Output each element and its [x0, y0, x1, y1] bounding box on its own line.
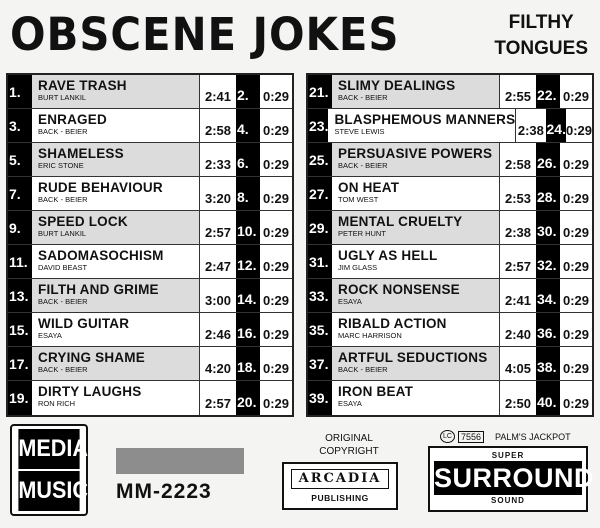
short-track-number: 12. — [236, 245, 260, 278]
track-row — [8, 279, 292, 313]
track-title: BLASPHEMOUS MANNERS — [334, 112, 516, 127]
short-track-number: 38. — [536, 347, 560, 380]
track-author: BACK - BEIER — [338, 93, 388, 102]
track-row — [308, 347, 592, 381]
track-duration: 2:58 — [204, 123, 232, 138]
logo-line-2: MUSIC — [18, 471, 79, 511]
track-author: BACK - BEIER — [38, 297, 88, 306]
track-author: BACK - BEIER — [338, 365, 388, 374]
track-number: 7. — [8, 177, 32, 210]
track-row — [308, 279, 592, 313]
track-number: 27. — [308, 177, 332, 210]
short-track-duration: 0:29 — [562, 327, 590, 342]
short-track-duration: 0:29 — [262, 259, 290, 274]
short-track-duration: 0:29 — [262, 89, 290, 104]
track-duration: 2:41 — [204, 89, 232, 104]
track-duration: 2:57 — [204, 396, 232, 411]
track-author: BURT LANKIL — [38, 229, 87, 238]
catalog-number: MM-2223 — [116, 480, 212, 503]
track-number: 23. — [308, 109, 328, 142]
short-track-duration: 0:29 — [562, 89, 590, 104]
short-track-number: 26. — [536, 143, 560, 176]
short-track-number: 4. — [236, 109, 260, 142]
track-info — [332, 313, 500, 346]
track-title: RUDE BEHAVIOUR — [38, 180, 163, 195]
track-info — [32, 75, 200, 108]
track-author: RON RICH — [38, 399, 76, 408]
track-info — [32, 279, 200, 312]
short-track-duration: 0:29 — [565, 123, 592, 138]
track-author: BACK - BEIER — [38, 365, 88, 374]
super-surround-logo — [428, 446, 595, 512]
publisher-logo — [282, 462, 398, 510]
track-row — [8, 75, 292, 109]
track-title: SHAMELESS — [38, 146, 124, 161]
track-number: 11. — [8, 245, 32, 278]
track-duration: 2:53 — [504, 191, 532, 206]
copyright-line-2: COPYRIGHT — [319, 446, 379, 457]
track-title: DIRTY LAUGHS — [38, 384, 142, 399]
track-number: 21. — [308, 75, 332, 108]
track-duration: 2:57 — [504, 259, 532, 274]
track-info — [332, 381, 500, 415]
track-author: ESAYA — [338, 297, 362, 306]
track-info — [32, 245, 200, 278]
track-duration: 3:00 — [204, 293, 232, 308]
track-number: 31. — [308, 245, 332, 278]
short-track-duration: 0:29 — [262, 327, 290, 342]
short-track-number: 8. — [236, 177, 260, 210]
copyright-line-1: ORIGINAL — [325, 433, 373, 444]
track-row — [308, 75, 592, 109]
track-duration: 2:55 — [504, 89, 532, 104]
track-info — [332, 245, 500, 278]
short-track-number: 18. — [236, 347, 260, 380]
track-info — [332, 211, 500, 244]
track-title: PERSUASIVE POWERS — [338, 146, 493, 161]
track-row — [8, 211, 292, 245]
track-number: 1. — [8, 75, 32, 108]
short-track-number: 20. — [236, 381, 260, 415]
short-track-duration: 0:29 — [562, 225, 590, 240]
collection-name: PALM'S JACKPOT — [495, 431, 571, 442]
track-number: 39. — [308, 381, 332, 415]
track-info — [32, 109, 200, 142]
logo-line-1: MEDIA — [18, 429, 79, 469]
track-row — [8, 313, 292, 347]
track-info — [32, 211, 200, 244]
track-title: RIBALD ACTION — [338, 316, 447, 331]
track-number: 17. — [8, 347, 32, 380]
publisher-name: ARCADIA — [291, 469, 389, 489]
track-duration: 2:58 — [504, 157, 532, 172]
track-title: SLIMY DEALINGS — [338, 78, 456, 93]
short-track-duration: 0:29 — [262, 293, 290, 308]
sound-bottom-text: SOUND — [491, 496, 525, 505]
track-info — [332, 347, 500, 380]
track-author: ERIC STONE — [38, 161, 84, 170]
track-number: 9. — [8, 211, 32, 244]
short-track-duration: 0:29 — [562, 361, 590, 376]
track-title: SPEED LOCK — [38, 214, 128, 229]
track-author: STEVE LEWIS — [334, 127, 385, 136]
track-list-right — [306, 73, 594, 417]
track-duration: 2:38 — [504, 225, 532, 240]
lc-circle-icon: LC — [440, 430, 455, 443]
short-track-number: 32. — [536, 245, 560, 278]
track-info — [328, 109, 516, 142]
track-title: ROCK NONSENSE — [338, 282, 460, 297]
publisher-sub: PUBLISHING — [311, 493, 369, 503]
track-number: 25. — [308, 143, 332, 176]
sound-main-text: SURROUND — [434, 463, 595, 493]
label-code — [440, 430, 571, 443]
track-number: 33. — [308, 279, 332, 312]
track-author: JIM GLASS — [338, 263, 378, 272]
track-info — [332, 75, 500, 108]
short-track-number: 40. — [536, 381, 560, 415]
album-title: OBSCENE JOKES — [10, 8, 400, 61]
track-row — [308, 177, 592, 211]
track-duration: 2:47 — [204, 259, 232, 274]
track-title: WILD GUITAR — [38, 316, 130, 331]
track-title: IRON BEAT — [338, 384, 414, 399]
track-info — [32, 143, 200, 176]
track-author: BACK - BEIER — [38, 195, 88, 204]
short-track-number: 22. — [536, 75, 560, 108]
track-duration: 2:41 — [504, 293, 532, 308]
short-track-duration: 0:29 — [262, 123, 290, 138]
track-duration: 2:46 — [204, 327, 232, 342]
short-track-duration: 0:29 — [562, 396, 590, 411]
artist-name — [494, 10, 588, 62]
lc-number: 7556 — [458, 431, 484, 443]
track-author: DAVID BEAST — [38, 263, 88, 272]
short-track-duration: 0:29 — [262, 361, 290, 376]
track-duration: 2:33 — [204, 157, 232, 172]
track-number: 5. — [8, 143, 32, 176]
track-duration: 3:20 — [204, 191, 232, 206]
track-row — [8, 109, 292, 143]
track-author: ESAYA — [338, 399, 362, 408]
track-duration: 2:38 — [517, 123, 544, 138]
short-track-number: 36. — [536, 313, 560, 346]
track-title: ENRAGED — [38, 112, 107, 127]
short-track-number: 2. — [236, 75, 260, 108]
short-track-number: 28. — [536, 177, 560, 210]
short-track-duration: 0:29 — [262, 225, 290, 240]
track-author: BURT LANKIL — [38, 93, 87, 102]
track-number: 37. — [308, 347, 332, 380]
track-title: SADOMASOCHISM — [38, 248, 164, 263]
short-track-duration: 0:29 — [562, 157, 590, 172]
track-author: MARC HARRISON — [338, 331, 402, 340]
track-info — [32, 381, 200, 415]
track-list-left — [6, 73, 294, 417]
track-title: UGLY AS HELL — [338, 248, 438, 263]
track-row — [8, 177, 292, 211]
short-track-number: 10. — [236, 211, 260, 244]
track-info — [32, 177, 200, 210]
track-row — [308, 143, 592, 177]
track-row — [8, 347, 292, 381]
track-title: RAVE TRASH — [38, 78, 127, 93]
short-track-number: 30. — [536, 211, 560, 244]
short-track-duration: 0:29 — [262, 396, 290, 411]
artist-line-2: TONGUES — [494, 38, 588, 59]
track-number: 13. — [8, 279, 32, 312]
short-track-duration: 0:29 — [562, 259, 590, 274]
track-title: CRYING SHAME — [38, 350, 145, 365]
short-track-number: 16. — [236, 313, 260, 346]
track-title: MENTAL CRUELTY — [338, 214, 463, 229]
short-track-duration: 0:29 — [262, 191, 290, 206]
track-row — [308, 109, 592, 143]
short-track-number: 34. — [536, 279, 560, 312]
short-track-number: 24. — [546, 109, 566, 142]
track-row — [8, 143, 292, 177]
track-row — [308, 313, 592, 347]
artist-line-1: FILTHY — [508, 12, 574, 33]
track-row — [8, 381, 292, 415]
track-number: 19. — [8, 381, 32, 415]
track-row — [308, 381, 592, 415]
track-row — [308, 211, 592, 245]
barcode-area — [116, 448, 244, 474]
track-number: 3. — [8, 109, 32, 142]
track-author: BACK - BEIER — [38, 127, 88, 136]
short-track-duration: 0:29 — [562, 293, 590, 308]
short-track-duration: 0:29 — [262, 157, 290, 172]
track-row — [8, 245, 292, 279]
track-row — [308, 245, 592, 279]
short-track-number: 6. — [236, 143, 260, 176]
track-info — [32, 313, 200, 346]
short-track-duration: 0:29 — [562, 191, 590, 206]
track-info — [332, 143, 500, 176]
sound-top-text: SUPER — [491, 451, 525, 460]
track-duration: 4:20 — [204, 361, 232, 376]
track-title: ARTFUL SEDUCTIONS — [338, 350, 488, 365]
track-info — [32, 347, 200, 380]
copyright-notice — [288, 432, 410, 458]
track-duration: 4:05 — [504, 361, 532, 376]
track-duration: 2:50 — [504, 396, 532, 411]
track-number: 35. — [308, 313, 332, 346]
track-duration: 2:57 — [204, 225, 232, 240]
short-track-number: 14. — [236, 279, 260, 312]
track-number: 15. — [8, 313, 32, 346]
track-author: PETER HUNT — [338, 229, 386, 238]
track-duration: 2:40 — [504, 327, 532, 342]
track-number: 29. — [308, 211, 332, 244]
track-title: FILTH AND GRIME — [38, 282, 159, 297]
track-author: BACK - BEIER — [338, 161, 388, 170]
track-title: ON HEAT — [338, 180, 400, 195]
track-author: TOM WEST — [338, 195, 379, 204]
media-music-logo — [10, 424, 88, 516]
track-info — [332, 279, 500, 312]
track-author: ESAYA — [38, 331, 62, 340]
track-info — [332, 177, 500, 210]
